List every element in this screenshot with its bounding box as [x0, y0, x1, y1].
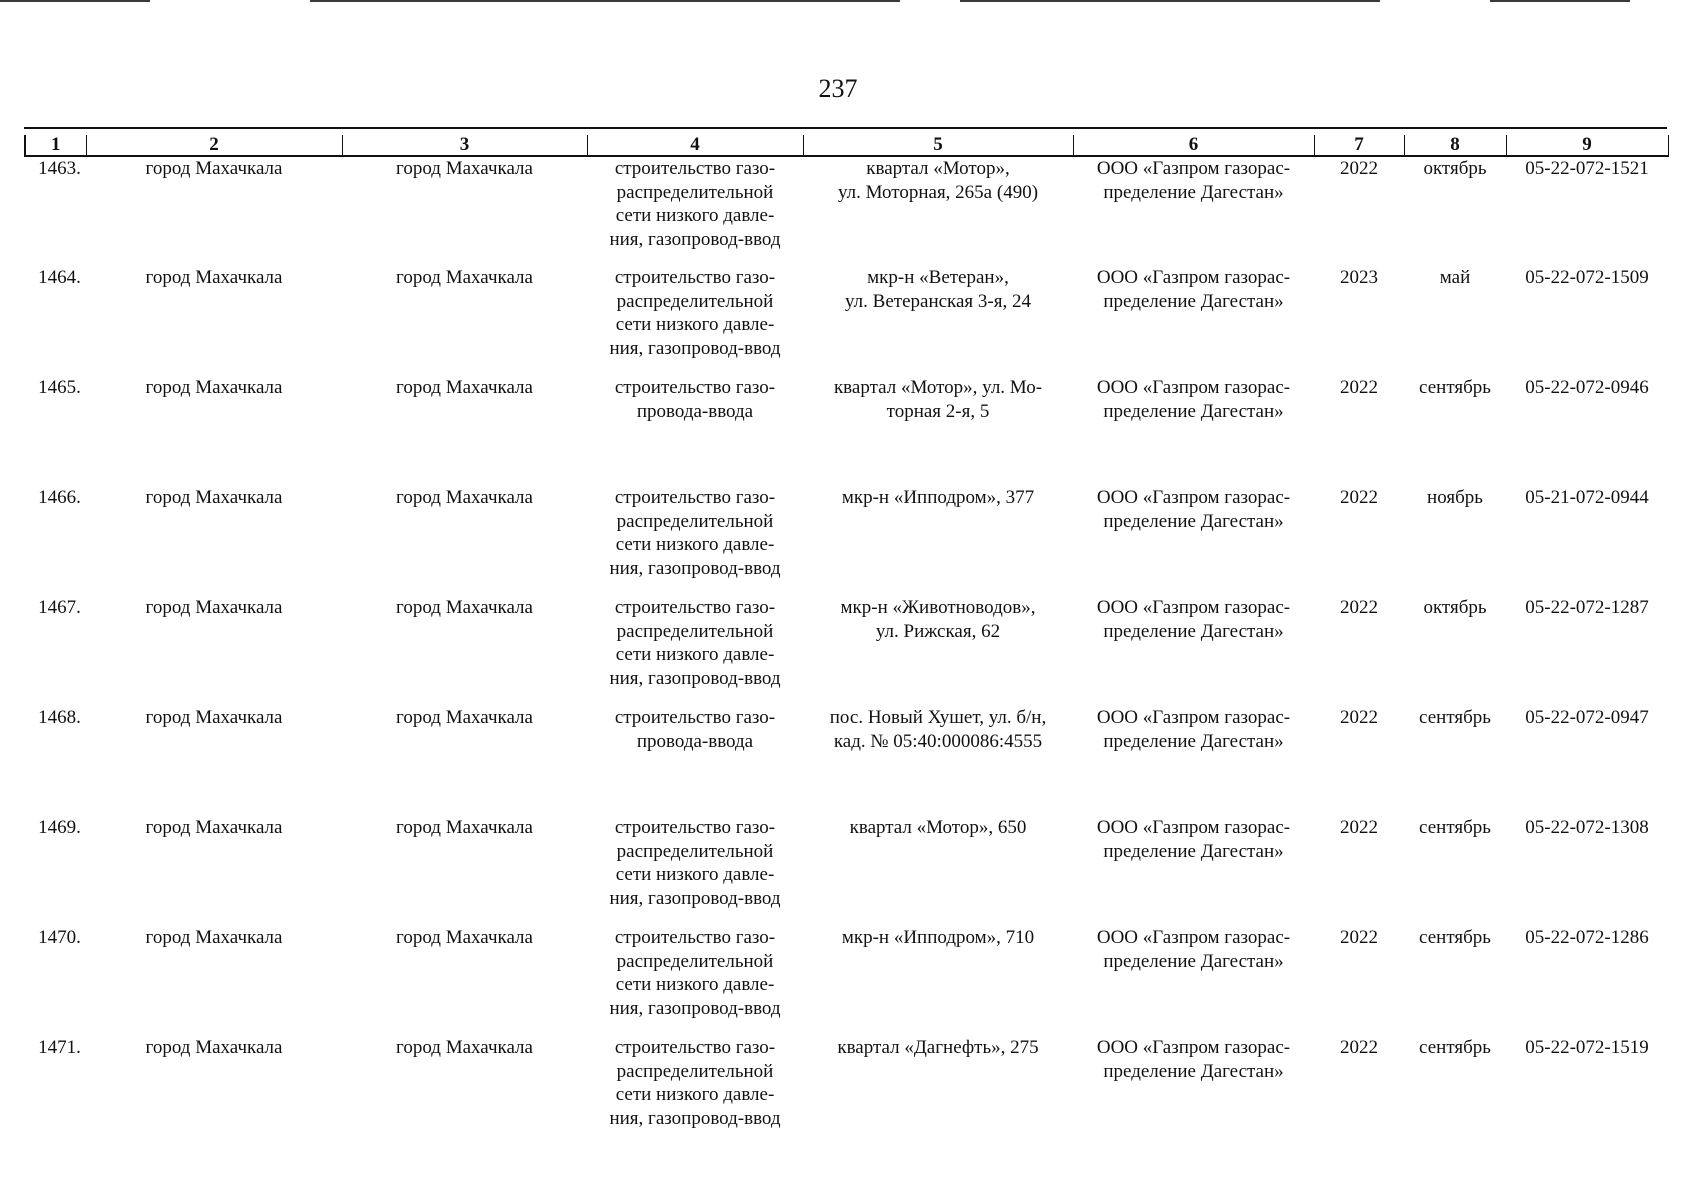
cell-address: мкр-н «Ипподром», 710	[841, 927, 1035, 948]
scan-edge-mark	[1490, 0, 1630, 2]
cell-work-description: строительство газо- распределительной сети низкого давле- ния, газопровод-ввод	[609, 267, 781, 359]
cell-municipality: город Махачкала	[396, 487, 533, 508]
cell-settlement: город Махачкала	[145, 927, 283, 948]
cell-row-number: 1469.	[38, 817, 81, 838]
cell-year: 2022	[1340, 597, 1378, 618]
cell-settlement: город Махачкала	[145, 1037, 283, 1058]
col-header-9: 9	[1506, 135, 1668, 156]
col-header-8: 8	[1404, 135, 1506, 156]
table-row	[25, 706, 1668, 816]
cell-municipality: город Махачкала	[396, 707, 533, 728]
registry-table	[24, 135, 1669, 1146]
cell-work-description: строительство газо- провода-ввода	[614, 377, 776, 422]
cell-executor: ООО «Газпром газорас- пределение Дагестан»	[1096, 377, 1291, 422]
cell-row-number: 1467.	[38, 597, 81, 618]
cell-work-description: строительство газо- распределительной сети низкого давле- ния, газопровод-ввод	[609, 927, 781, 1019]
table-row	[25, 816, 1668, 926]
cell-row-number: 1465.	[38, 377, 81, 398]
cell-municipality: город Махачкала	[396, 597, 533, 618]
cell-executor: ООО «Газпром газорас- пределение Дагестан»	[1096, 487, 1291, 532]
cell-record-id: 05-21-072-0944	[1525, 487, 1649, 508]
cell-row-number: 1466.	[38, 487, 81, 508]
cell-year: 2022	[1340, 1037, 1378, 1058]
table-row	[25, 486, 1668, 596]
col-header-6: 6	[1073, 135, 1314, 156]
cell-record-id: 05-22-072-1509	[1525, 267, 1649, 288]
cell-address: квартал «Мотор», 650	[849, 817, 1027, 838]
table-row	[25, 596, 1668, 706]
cell-record-id: 05-22-072-1286	[1525, 927, 1649, 948]
cell-municipality: город Махачкала	[396, 927, 533, 948]
scan-edge-mark	[960, 0, 1380, 2]
table-row	[25, 1036, 1668, 1146]
cell-year: 2022	[1340, 707, 1378, 728]
table-row	[25, 156, 1668, 266]
cell-record-id: 05-22-072-0946	[1525, 377, 1649, 398]
cell-work-description: строительство газо- распределительной сети низкого давле- ния, газопровод-ввод	[609, 1037, 781, 1129]
cell-settlement: город Махачкала	[145, 158, 283, 179]
cell-executor: ООО «Газпром газорас- пределение Дагестан»	[1096, 267, 1291, 312]
cell-executor: ООО «Газпром газорас- пределение Дагестан»	[1096, 158, 1291, 203]
cell-settlement: город Махачкала	[145, 377, 283, 398]
cell-work-description: строительство газо- провода-ввода	[614, 707, 776, 752]
cell-address: мкр-н «Ипподром», 377	[841, 487, 1035, 508]
cell-address: мкр-н «Животноводов», ул. Рижская, 62	[840, 597, 1036, 642]
cell-month: сентябрь	[1419, 817, 1491, 838]
cell-row-number: 1471.	[38, 1037, 81, 1058]
cell-month: май	[1439, 267, 1471, 288]
cell-month: сентябрь	[1419, 707, 1491, 728]
cell-address: квартал «Мотор», ул. Моторная, 265а (490)	[837, 158, 1039, 203]
cell-month: октябрь	[1423, 158, 1487, 179]
cell-address: квартал «Дагнефть», 275	[837, 1037, 1039, 1058]
cell-month: ноябрь	[1427, 487, 1483, 508]
cell-municipality: город Махачкала	[396, 1037, 533, 1058]
cell-year: 2023	[1340, 267, 1378, 288]
header-row	[25, 135, 1668, 156]
cell-record-id: 05-22-072-0947	[1525, 707, 1649, 728]
cell-settlement: город Махачкала	[145, 487, 283, 508]
cell-work-description: строительство газо- распределительной сети низкого давле- ния, газопровод-ввод	[609, 597, 781, 689]
table-row	[25, 926, 1668, 1036]
cell-year: 2022	[1340, 158, 1378, 179]
cell-row-number: 1470.	[38, 927, 81, 948]
cell-address: мкр-н «Ветеран», ул. Ветеранская 3-я, 24	[845, 267, 1031, 312]
cell-address: квартал «Мотор», ул. Мо- торная 2-я, 5	[833, 377, 1043, 422]
cell-settlement: город Махачкала	[145, 817, 283, 838]
cell-month: сентябрь	[1419, 927, 1491, 948]
cell-year: 2022	[1340, 377, 1378, 398]
cell-year: 2022	[1340, 817, 1378, 838]
cell-municipality: город Махачкала	[396, 267, 533, 288]
table-row	[25, 376, 1668, 486]
cell-work-description: строительство газо- распределительной сети низкого давле- ния, газопровод-ввод	[609, 158, 781, 250]
page-number: 237	[818, 74, 858, 103]
cell-record-id: 05-22-072-1287	[1525, 597, 1649, 618]
cell-row-number: 1463.	[38, 158, 81, 179]
cell-executor: ООО «Газпром газорас- пределение Дагестан»	[1096, 927, 1291, 972]
scan-edge-mark	[310, 0, 900, 2]
cell-settlement: город Махачкала	[145, 267, 283, 288]
cell-municipality: город Махачкала	[396, 377, 533, 398]
cell-work-description: строительство газо- распределительной сети низкого давле- ния, газопровод-ввод	[609, 817, 781, 909]
cell-address: пос. Новый Хушет, ул. б/н, кад. № 05:40:000086:4555	[829, 707, 1047, 752]
scan-edge-mark	[0, 0, 150, 2]
cell-record-id: 05-22-072-1519	[1525, 1037, 1649, 1058]
cell-work-description: строительство газо- распределительной сети низкого давле- ния, газопровод-ввод	[609, 487, 781, 579]
cell-month: октябрь	[1423, 597, 1487, 618]
table-row	[25, 266, 1668, 376]
col-header-7: 7	[1314, 135, 1404, 156]
col-header-3: 3	[342, 135, 587, 156]
cell-row-number: 1464.	[38, 267, 81, 288]
cell-record-id: 05-22-072-1308	[1525, 817, 1649, 838]
cell-executor: ООО «Газпром газорас- пределение Дагестан»	[1096, 817, 1291, 862]
cell-month: сентябрь	[1419, 377, 1491, 398]
col-header-4: 4	[587, 135, 803, 156]
cell-row-number: 1468.	[38, 707, 81, 728]
cell-settlement: город Махачкала	[145, 597, 283, 618]
col-header-5: 5	[803, 135, 1073, 156]
col-header-2: 2	[86, 135, 342, 156]
cell-year: 2022	[1340, 487, 1378, 508]
cell-year: 2022	[1340, 927, 1378, 948]
cell-month: сентябрь	[1419, 1037, 1491, 1058]
col-header-1: 1	[25, 135, 86, 156]
cell-executor: ООО «Газпром газорас- пределение Дагестан»	[1096, 1037, 1291, 1082]
cell-settlement: город Махачкала	[145, 707, 283, 728]
table-top-rule	[24, 127, 1667, 129]
cell-record-id: 05-22-072-1521	[1525, 158, 1649, 179]
cell-municipality: город Махачкала	[396, 817, 533, 838]
cell-municipality: город Махачкала	[396, 158, 533, 179]
cell-executor: ООО «Газпром газорас- пределение Дагестан»	[1096, 597, 1291, 642]
cell-executor: ООО «Газпром газорас- пределение Дагестан»	[1096, 707, 1291, 752]
